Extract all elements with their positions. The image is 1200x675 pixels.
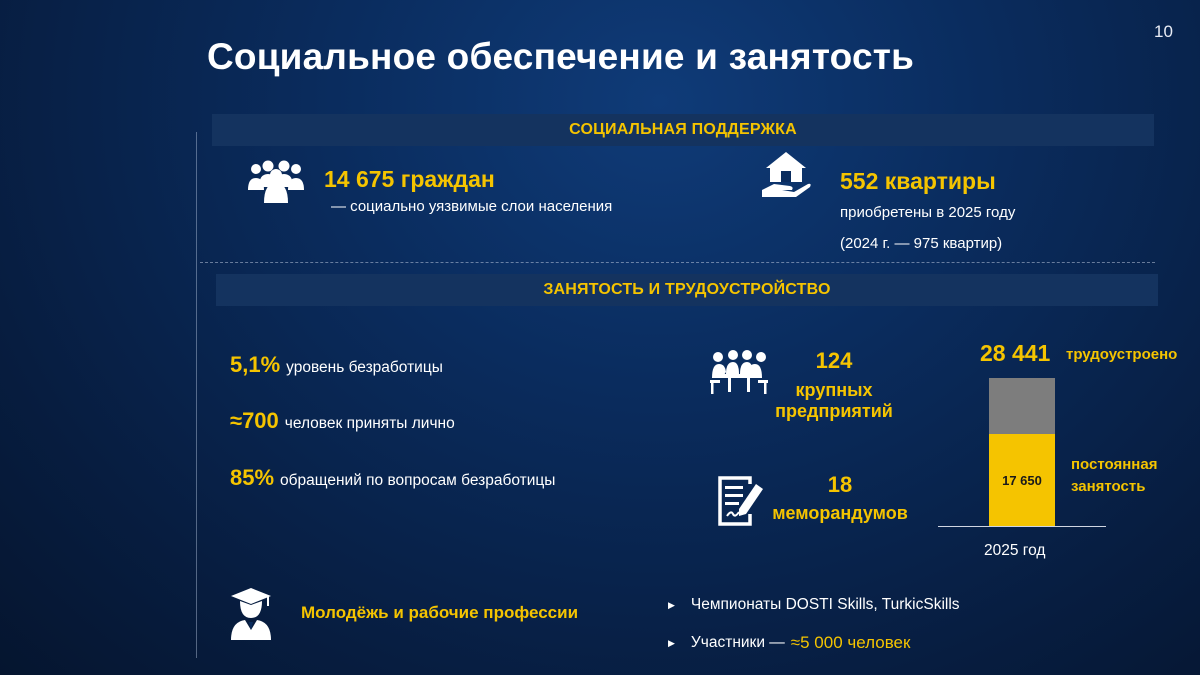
bullet-text-prefix: Участники — [690,634,785,651]
employment-header: ЗАНЯТОСТЬ И ТРУДОУСТРОЙСТВО [216,274,1158,306]
social-support-header: СОЦИАЛЬНАЯ ПОДДЕРЖКА [212,114,1154,146]
people-group-icon [246,160,306,204]
participants-value: ≈5 000 человек [790,633,911,652]
house-hand-icon [760,150,812,200]
stat-label: человек приняты лично [284,415,455,432]
enterprises-label-1: крупных [795,380,873,400]
citizens-description: — социально уязвимые слои населения [331,198,613,215]
chart-category-label: 2025 год [984,542,1046,559]
enterprises-value: 124 [815,348,853,373]
stat-label: уровень безработицы [286,359,443,376]
bullet-text: Чемпионаты DOSTI Skills, TurkicSkills [690,596,960,613]
bar-segment-permanent [989,434,1055,526]
section-divider [200,262,1155,263]
bullet-triangle-icon: ▶ [668,599,675,610]
document-pen-icon [716,474,766,528]
segment-label-1: постоянная [1071,456,1158,473]
enterprises-label-2: предприятий [775,401,893,421]
bar-segment-other [989,378,1055,434]
apartments-description: приобретены в 2025 году [840,204,1016,221]
stat-value: 85% [230,465,275,490]
chart-total-label: трудоустроено [1066,346,1178,363]
appeals-stat [230,465,555,491]
youth-bullet-participants [668,633,910,653]
citizens-value: 14 675 граждан [324,166,495,192]
chart-axis [938,526,1106,527]
memos-label: меморандумов [772,503,908,523]
bar-segment-value: 17 650 [1002,472,1042,488]
chart-total-value: 28 441 [980,340,1051,366]
bullet-triangle-icon: ▶ [668,637,675,648]
apartments-previous-year: (2024 г. — 975 квартир) [840,235,1003,252]
apartments-value: 552 квартиры [840,168,996,194]
vertical-divider [196,132,197,658]
segment-label-2: занятость [1071,478,1146,495]
stat-label: обращений по вопросам безработицы [280,472,556,489]
unemployment-stat [230,352,443,378]
page-title: Социальное обеспечение и занятость [207,36,915,77]
stat-value: ≈700 [230,408,279,433]
page-number: 10 [1154,22,1173,41]
youth-bullet-championships [668,596,960,614]
youth-label: Молодёжь и рабочие профессии [301,603,579,622]
stat-value: 5,1% [230,352,281,377]
graduate-icon [229,586,273,642]
personal-reception-stat [230,408,455,434]
memos-value: 18 [827,472,853,497]
